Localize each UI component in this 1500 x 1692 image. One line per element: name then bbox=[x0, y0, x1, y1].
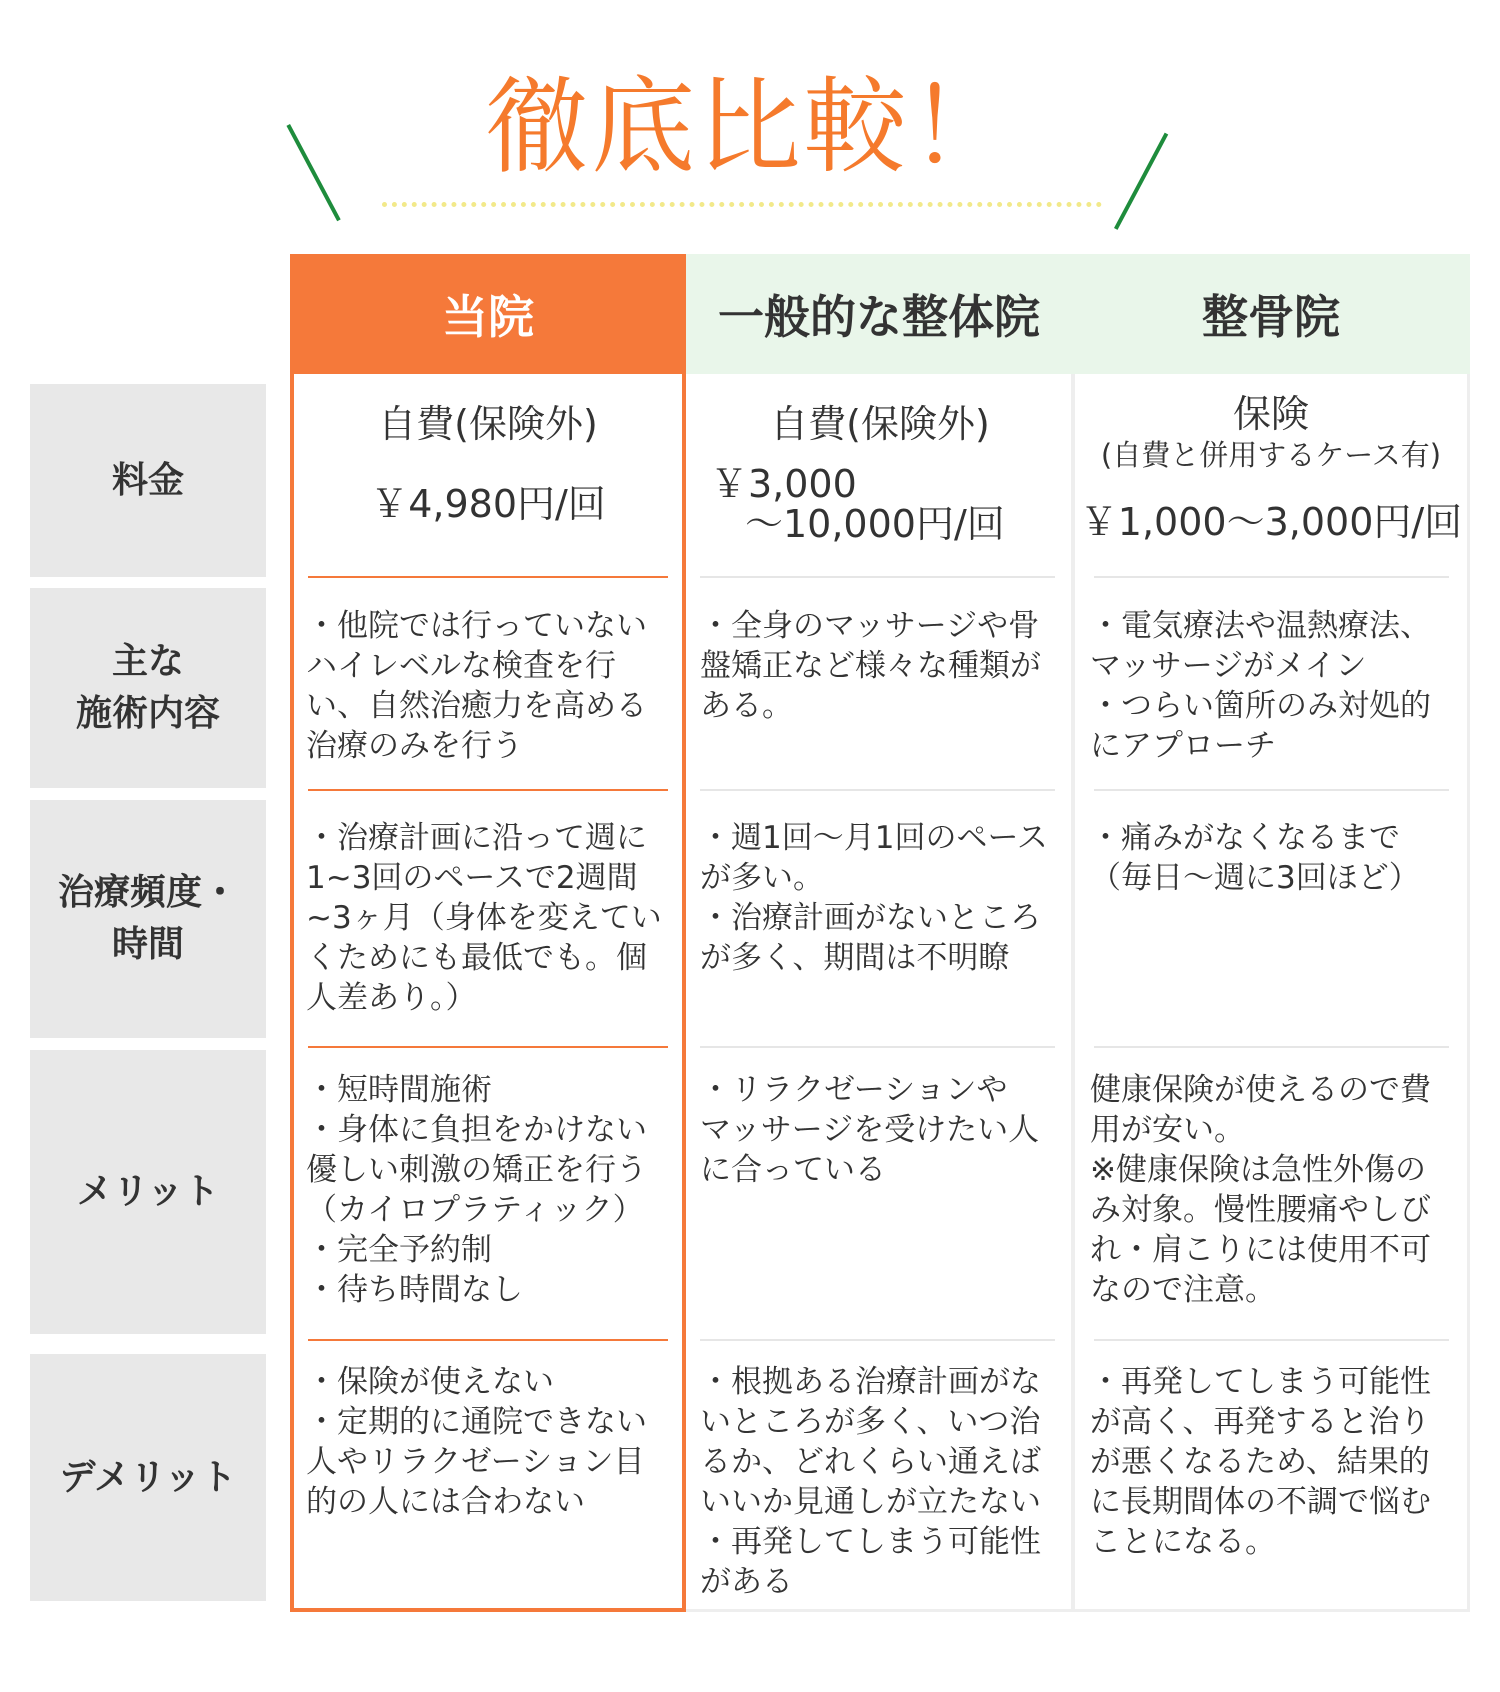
cell-line: ことになる。 bbox=[1090, 1524, 1276, 1560]
cell-line: に長期間体の不調で悩む bbox=[1090, 1484, 1431, 1520]
cell-line: み対象。慢性腰痛やしび bbox=[1090, 1192, 1431, 1228]
cell-line: 1~3回のペースで2週間 bbox=[306, 860, 638, 896]
cell-merit-general bbox=[700, 1070, 1039, 1190]
separator-bone bbox=[1094, 789, 1449, 791]
row-label-frequency-line: 時間 bbox=[111, 924, 184, 965]
cell-demerit-own bbox=[306, 1362, 647, 1522]
cell-line: ・治療計画に沿って週に bbox=[306, 820, 647, 856]
cell-line: れ・肩こりには使用不可 bbox=[1090, 1232, 1431, 1268]
price-bone-type: 保険 bbox=[1232, 392, 1309, 436]
cell-line: マッサージがメイン bbox=[1090, 648, 1367, 684]
column-header-bone: 整骨院 bbox=[1072, 254, 1470, 374]
separator-own bbox=[308, 789, 668, 791]
price-general-amount-1: ￥3,000 bbox=[710, 462, 857, 506]
price-own-type: 自費(保険外) bbox=[378, 402, 598, 446]
cell-treatment-bone bbox=[1090, 606, 1431, 766]
cell-line: 健康保険が使えるので費 bbox=[1090, 1072, 1431, 1108]
cell-line: が多く、期間は不明瞭 bbox=[700, 940, 1010, 976]
cell-line: ・身体に負担をかけない bbox=[306, 1112, 647, 1148]
cell-line: 優しい刺激の矯正を行う bbox=[306, 1152, 647, 1188]
cell-line: い、自然治癒力を高める bbox=[306, 688, 647, 724]
cell-line: ・完全予約制 bbox=[306, 1232, 492, 1268]
cell-frequency-general bbox=[700, 818, 1048, 978]
row-label-merit bbox=[30, 1050, 266, 1334]
cell-line: ・全身のマッサージや骨 bbox=[700, 608, 1040, 644]
cell-line: ・待ち時間なし bbox=[306, 1272, 523, 1308]
cell-line: にアプローチ bbox=[1090, 728, 1276, 764]
separator-own bbox=[308, 576, 668, 578]
price-general-type: 自費(保険外) bbox=[770, 402, 990, 446]
cell-demerit-general bbox=[700, 1362, 1041, 1602]
price-bone-amount: ￥1,000〜3,000円/回 bbox=[1079, 500, 1463, 544]
cell-line: るか、どれくらい通えば bbox=[700, 1444, 1041, 1480]
cell-line: 人やリラクゼーション目 bbox=[306, 1444, 645, 1480]
price-own-amount: ￥4,980円/回 bbox=[370, 482, 606, 526]
cell-line: ・電気療法や温熱療法、 bbox=[1090, 608, 1431, 644]
cell-line: いいか見通しが立たない bbox=[700, 1484, 1041, 1520]
cell-line: が高く、再発すると治り bbox=[1090, 1404, 1431, 1440]
separator-general bbox=[700, 576, 1055, 578]
cell-line: ・週1回〜月1回のペース bbox=[700, 820, 1048, 856]
cell-line: が多い。 bbox=[700, 860, 824, 896]
cell-line: マッサージを受けたい人 bbox=[700, 1112, 1040, 1148]
row-label-treatment-line: 主な bbox=[111, 641, 184, 682]
cell-merit-own bbox=[306, 1070, 647, 1310]
cell-line: ・治療計画がないところ bbox=[700, 900, 1041, 936]
row-label-demerit bbox=[30, 1354, 266, 1601]
cell-line: 治療のみを行う bbox=[306, 728, 523, 764]
row-label-treatment-line: 施術内容 bbox=[75, 693, 220, 734]
separator-general bbox=[700, 1046, 1055, 1048]
cell-line: （カイロプラティック） bbox=[306, 1192, 644, 1228]
cell-line: 盤矯正など様々な種類が bbox=[700, 648, 1041, 684]
cell-line: ・つらい箇所のみ対処的 bbox=[1090, 688, 1431, 724]
decorative-dotted-line bbox=[382, 202, 1102, 207]
cell-line: （毎日〜週に3回ほど） bbox=[1090, 860, 1420, 896]
cell-line: くためにも最低でも。個 bbox=[306, 940, 647, 976]
cell-demerit-bone bbox=[1090, 1362, 1431, 1562]
cell-line: 人差あり。） bbox=[306, 980, 477, 1016]
price-general-amount-2: 〜10,000円/回 bbox=[745, 502, 1005, 546]
cell-frequency-bone bbox=[1090, 818, 1420, 898]
separator-bone bbox=[1094, 1339, 1449, 1341]
cell-line: ※健康保険は急性外傷の bbox=[1090, 1152, 1426, 1188]
separator-bone bbox=[1094, 576, 1449, 578]
row-label-frequency-line: 治療頻度・ bbox=[57, 872, 238, 913]
price-bone-note: (自費と併用するケース有) bbox=[1100, 438, 1442, 472]
row-label-price-text: 料金 bbox=[111, 459, 184, 501]
row-label-price bbox=[30, 384, 266, 577]
cell-frequency-own bbox=[306, 818, 662, 1018]
column-header-general: 一般的な整体院 bbox=[686, 254, 1072, 374]
separator-own bbox=[308, 1339, 668, 1341]
cell-line: に合っている bbox=[700, 1152, 886, 1188]
cell-treatment-own bbox=[306, 606, 647, 766]
cell-line: ある。 bbox=[700, 688, 793, 724]
cell-line: ・他院では行っていない bbox=[306, 608, 647, 644]
cell-treatment-general bbox=[700, 606, 1041, 726]
cell-line: 用が安い。 bbox=[1090, 1112, 1245, 1148]
cell-line: ・保険が使えない bbox=[306, 1364, 554, 1400]
separator-bone bbox=[1094, 1046, 1449, 1048]
cell-line: ・短時間施術 bbox=[306, 1072, 492, 1108]
row-label-treatment bbox=[30, 588, 266, 788]
cell-line: ・定期的に通院できない bbox=[306, 1404, 647, 1440]
cell-line: なので注意。 bbox=[1090, 1272, 1276, 1308]
cell-line: ハイレベルな検査を行 bbox=[306, 648, 616, 684]
cell-line: が悪くなるため、結果的 bbox=[1090, 1444, 1430, 1480]
separator-own bbox=[308, 1046, 668, 1048]
cell-line: がある bbox=[700, 1564, 793, 1600]
column-header-own: 当院 bbox=[290, 254, 686, 374]
cell-line: ・再発してしまう可能性 bbox=[1090, 1364, 1431, 1400]
row-label-demerit-text: デメリット bbox=[59, 1456, 237, 1498]
page-title: 徹底比較！ bbox=[484, 66, 1015, 188]
cell-line: ・根拠ある治療計画がな bbox=[700, 1364, 1041, 1400]
separator-general bbox=[700, 1339, 1055, 1341]
row-label-frequency bbox=[30, 800, 266, 1038]
cell-line: ・リラクゼーションや bbox=[700, 1072, 1008, 1108]
separator-general bbox=[700, 789, 1055, 791]
cell-line: ~3ヶ月（身体を変えてい bbox=[306, 900, 662, 936]
cell-line: ・再発してしまう可能性 bbox=[700, 1524, 1041, 1560]
cell-merit-bone bbox=[1090, 1070, 1431, 1310]
cell-line: いところが多く、いつ治 bbox=[700, 1404, 1041, 1440]
cell-line: ・痛みがなくなるまで bbox=[1090, 820, 1400, 856]
row-label-merit-text: メリット bbox=[76, 1171, 220, 1212]
cell-line: 的の人には合わない bbox=[306, 1484, 585, 1520]
